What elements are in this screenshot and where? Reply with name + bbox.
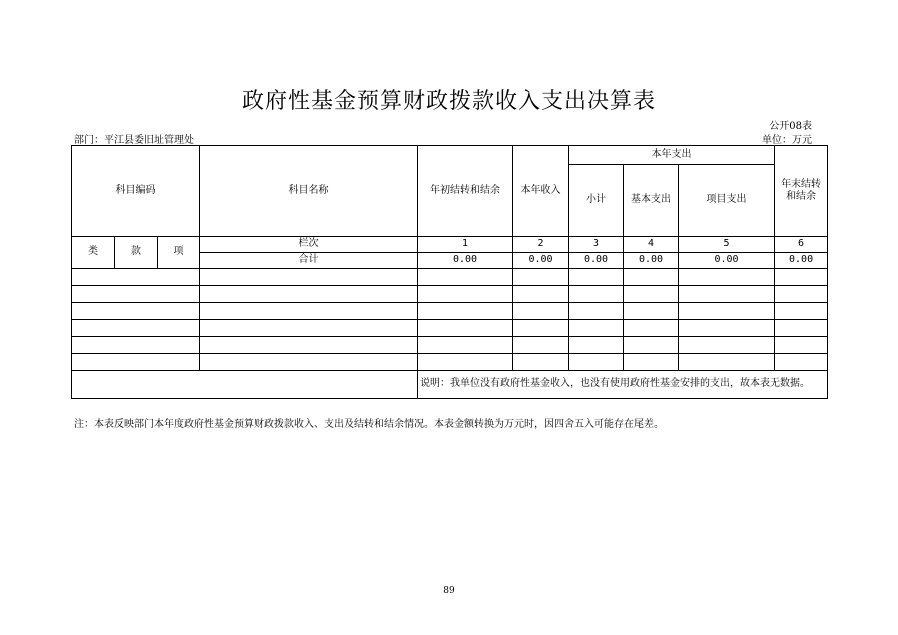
table-row	[72, 286, 828, 303]
table-row	[72, 303, 828, 320]
unit-label: 单位：万元	[762, 135, 812, 146]
total-value: 0.00	[513, 253, 569, 269]
table-row	[72, 320, 828, 337]
col-number: 3	[569, 237, 624, 253]
col-number: 4	[624, 237, 679, 253]
header-annual-income: 本年收入	[513, 146, 569, 237]
col-number: 1	[418, 237, 513, 253]
header-item: 项	[158, 237, 200, 269]
note-blank-cell	[72, 371, 418, 399]
budget-table	[71, 145, 828, 399]
total-value: 0.00	[775, 253, 828, 269]
footnote: 注：本表反映部门本年度政府性基金预算财政拨款收入、支出及结转和结余情况。本表金额转换为万元时，因四舍五入可能存在尾差。	[74, 419, 664, 430]
total-label: 合计	[200, 253, 418, 269]
header-subtotal: 小计	[569, 165, 624, 237]
total-value: 0.00	[569, 253, 624, 269]
department-label: 部门：平江县委旧址管理处	[74, 135, 194, 146]
col-number: 6	[775, 237, 828, 253]
page-number: 89	[443, 586, 455, 596]
header-closing-balance: 年末结转和结余	[775, 146, 828, 237]
header-annual-expense: 本年支出	[569, 146, 775, 165]
total-value: 0.00	[679, 253, 775, 269]
page-title: 政府性基金预算财政拨款收入支出决算表	[241, 89, 656, 114]
col-number: 5	[679, 237, 775, 253]
row-seq-label: 栏次	[200, 237, 418, 253]
header-project-expense: 项目支出	[679, 165, 775, 237]
header-basic-expense: 基本支出	[624, 165, 679, 237]
col-number: 2	[513, 237, 569, 253]
table-note: 说明：我单位没有政府性基金收入，也没有使用政府性基金安排的支出，故本表无数据。	[418, 371, 828, 399]
table-row	[72, 337, 828, 354]
table-row	[72, 354, 828, 371]
form-code: 公开08表	[769, 121, 812, 132]
header-subject-code: 科目编码	[72, 146, 200, 237]
total-value: 0.00	[624, 253, 679, 269]
table-row	[72, 269, 828, 286]
header-section: 款	[115, 237, 158, 269]
total-value: 0.00	[418, 253, 513, 269]
header-subject-name: 科目名称	[200, 146, 418, 237]
header-category: 类	[72, 237, 115, 269]
header-opening-balance: 年初结转和结余	[418, 146, 513, 237]
